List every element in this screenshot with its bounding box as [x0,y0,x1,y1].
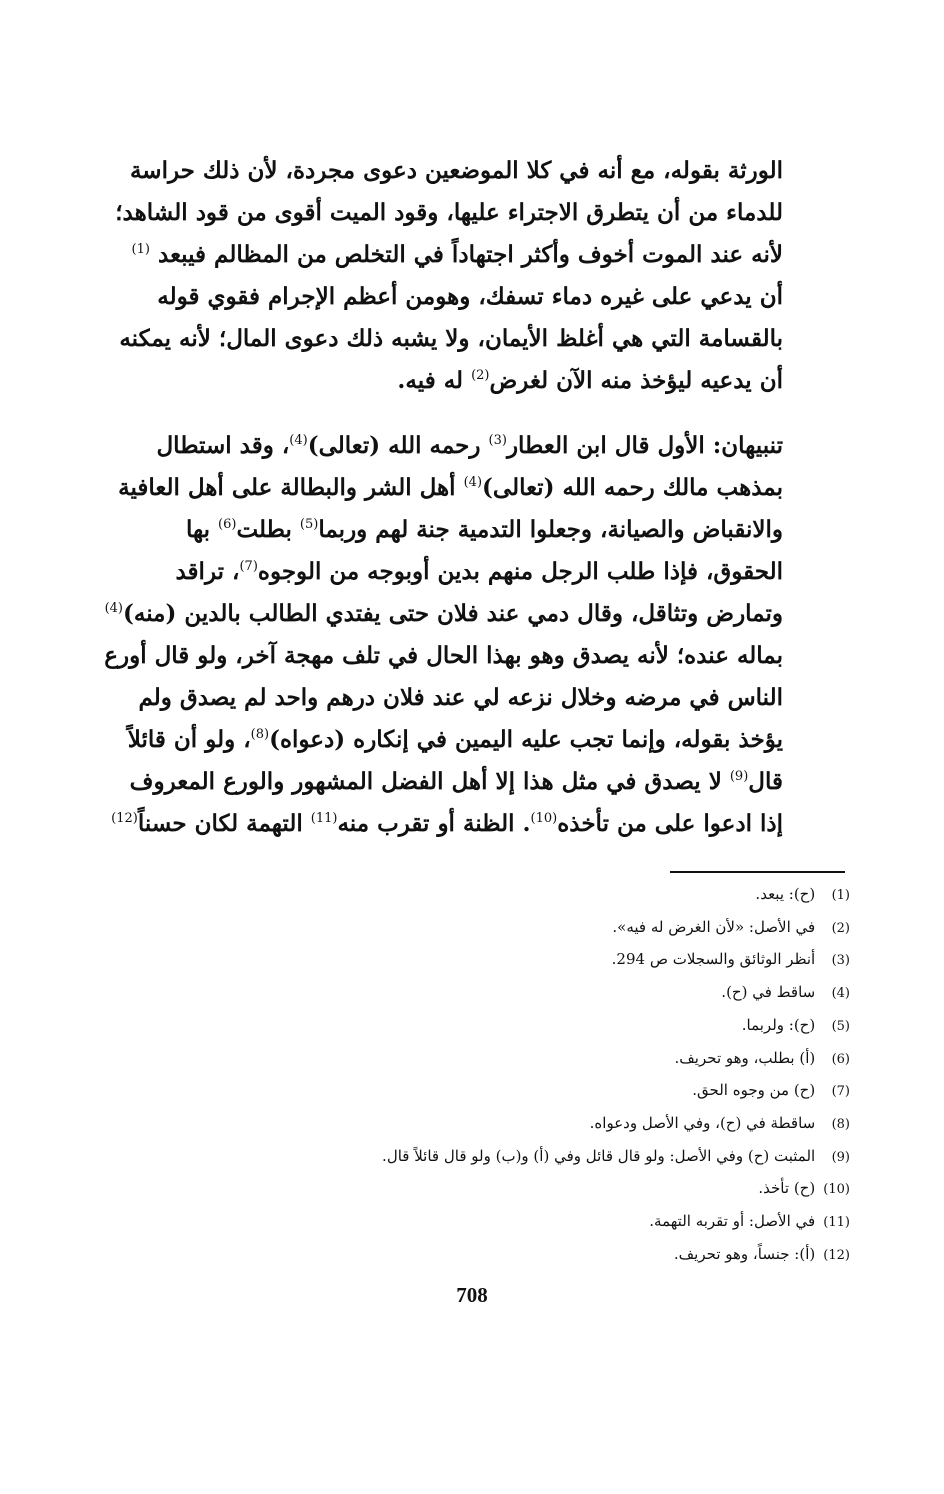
footnote-ref: (5) [299,517,319,532]
footnote-number: (8) [831,1116,850,1132]
footnote-text: (ح): يبعد. [755,885,816,903]
footnote-ref: (6) [218,517,237,532]
footnote-text: (أ): جنساً، وهو تحريف. [673,1244,816,1263]
text-line: أن يدعي على غيره دماء تسفك، وهومن أعظم الإجرام فقوي قوله [157,283,783,310]
footnote-text: (ح): ولربما. [741,1015,816,1034]
page-number: 708 [456,1283,488,1307]
footnote-number: (5) [831,1018,850,1034]
footnote [250,1075,850,1108]
text-line: تنبيهان: الأول قال ابن العطار$^{(3)}$ رحمه الله (تعالى)$^{(4)}$، وقد استطال [156,432,783,459]
footnote-text: (أ) بطلب، وهو تحريف. [674,1048,816,1067]
footnote [250,977,850,1010]
footnote [250,1043,850,1076]
footnote [250,1010,850,1043]
footnote-ref: (10) [530,811,558,826]
text-line: بالقسامة التي هي أغلظ الأيمان، ولا يشبه ذلك دعوى المال؛ لأنه يمكنه [119,325,783,352]
text-line: للدماء من أن يتطرق الاجتراء عليها، وقود الميت أقوى من قود الشاهد؛ [115,199,783,226]
footnote-ref: (1) [131,242,150,257]
footnote [250,879,850,912]
footnote-number: (12) [823,1247,850,1263]
text-line: قال$^{(9)}$ لا يصدق في مثل هذا إلا أهل الفضل المشهور والورع المعروف [129,768,783,795]
footnote-text: المثبت (ح) وفي الأصل: ولو قال قائل وفي (أ) و(ب) ولو قال قائلاً قال. [382,1146,816,1165]
footnote-ref: (8) [250,727,270,742]
paragraph-1 [115,150,783,402]
footnote-number: (10) [823,1182,850,1198]
footnote [250,1108,850,1141]
text-line: أن يدعيه ليؤخذ منه الآن لغرض$^{(2)}$ له فيه. [397,367,783,394]
footnote-divider [670,871,845,873]
paragraph-2 [104,425,783,845]
footnote-number: (9) [831,1149,850,1165]
text-line: الحقوق، فإذا طلب الرجل منهم بدين أوبوجه من الوجوه$^{(7)}$، تراقد [175,558,783,585]
text-line: وتمارض وتثاقل، وقال دمي عند فلان حتى يفتدي الطالب بالدين (منه)$^{(4)}$ [104,600,783,627]
footnote-number: (7) [831,1084,850,1100]
footnotes-list [250,879,850,1271]
text-line: بماله عنده؛ لأنه يصدق وهو بهذا الحال في تلف مهجة آخر، ولو قال أورع [104,642,783,669]
footnote-ref: (4) [463,475,483,490]
text-line: والانقباض والصيانة، وجعلوا التدمية جنة لهم وربما$^{(5)}$ بطلت$^{(6)}$ بها [185,516,783,543]
footnote-ref: (7) [239,559,258,574]
text-line: الورثة بقوله، مع أنه في كلا الموضعين دعوى مجردة، لأن ذلك حراسة [129,157,783,184]
footnote-text: أنظر الوثائق والسجلات ص 294. [611,950,816,969]
footnote [250,1239,850,1272]
footnote-text: في الأصل: أو تقربه التهمة. [649,1212,816,1231]
footnote-ref: (4) [104,601,123,616]
footnote-ref: (12) [111,811,138,826]
footnote-ref: (2) [471,368,490,383]
footnote-text: (ح) من وجوه الحق. [692,1081,816,1100]
text-line: الناس في مرضه وخلال نزعه لي عند فلان درهم واحد لم يصدق ولم [138,684,783,711]
text-line: إذا ادعوا على من تأخذه$^{(10)}$. الظنة أو تقرب منه$^{(11)}$ التهمة لكان حسناً$^{(12)}$ [111,810,783,837]
footnote-text: ساقط في (ح). [721,983,816,1002]
text-line: لأنه عند الموت أخوف وأكثر اجتهاداً في التخلص من المظالم فيبعد $^{(1)}$ [131,241,783,268]
footnote [250,1173,850,1206]
footnote [250,1206,850,1239]
footnote-text: (ح) تأخذ. [758,1179,816,1198]
text-line: بمذهب مالك رحمه الله (تعالى)$^{(4)}$ أهل الشر والبطالة على أهل العافية [118,474,783,501]
footnote-number: (3) [831,953,850,969]
footnote-text: ساقطة في (ح)، وفي الأصل ودعواه. [589,1113,816,1132]
footnote-number: (1) [831,888,850,903]
footnote-ref: (4) [289,433,308,448]
footnote [250,912,850,945]
footnote-ref: (9) [729,769,749,784]
footnote-number: (6) [831,1051,850,1067]
footnote-number: (11) [823,1215,850,1231]
footnote [250,1141,850,1174]
text-line: يؤخذ بقوله، وإنما تجب عليه اليمين في إنكاره (دعواه)$^{(8)}$، ولو أن قائلاً [127,726,783,753]
footnote-text: في الأصل: «لأن الغرض له فيه». [612,917,816,936]
footnote-number: (2) [831,920,850,936]
footnote-ref: (11) [310,811,338,826]
footnote-ref: (3) [488,433,507,448]
footnote [250,944,850,977]
footnote-number: (4) [831,986,850,1002]
